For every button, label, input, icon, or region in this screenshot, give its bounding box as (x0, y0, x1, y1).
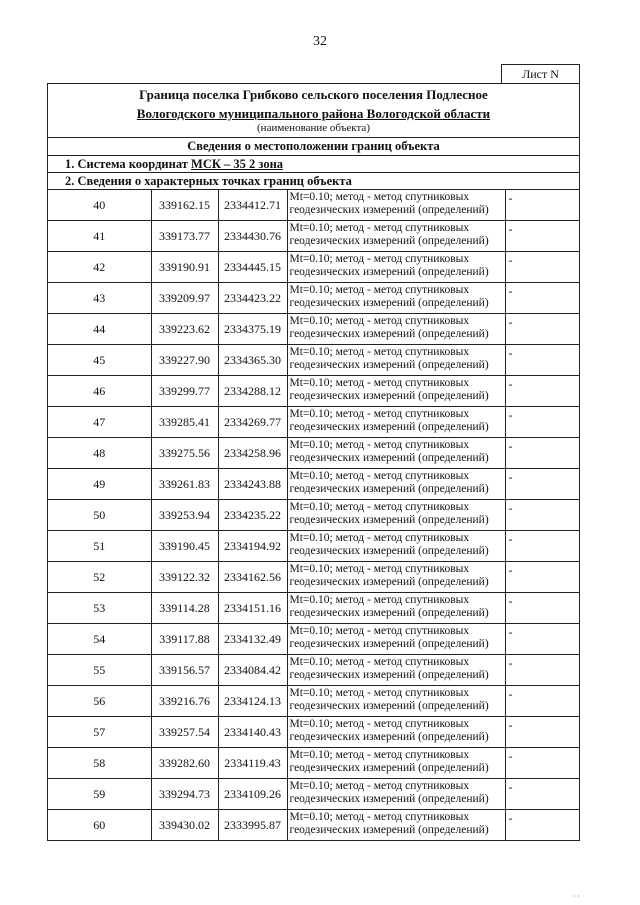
coord-y: 2334151.16 (218, 593, 287, 624)
coord-x: 339299.77 (151, 376, 218, 407)
coord-y: 2334084.42 (218, 655, 287, 686)
object-title-note: (наименование объекта) (257, 122, 370, 134)
coord-y: 2334235.22 (218, 500, 287, 531)
coord-y: 2334288.12 (218, 376, 287, 407)
page-number: 32 (313, 34, 327, 49)
table-row (48, 345, 579, 376)
point-number: 54 (48, 624, 151, 655)
point-number: 47 (48, 407, 151, 438)
point-number: 46 (48, 376, 151, 407)
table-row (48, 500, 579, 531)
object-title-line2: Вологодского муниципального района Вологодской области (136, 106, 491, 121)
table-row (48, 407, 579, 438)
point-number: 57 (48, 717, 151, 748)
point-note: - (505, 221, 579, 252)
coord-x: 339261.83 (151, 469, 218, 500)
accuracy-method: Mt=0.10; метод - метод спутниковых геодезических измерений (определений) (287, 593, 505, 624)
point-number: 53 (48, 593, 151, 624)
point-number: 59 (48, 779, 151, 810)
coord-x: 339275.56 (151, 438, 218, 469)
coord-x: 339209.97 (151, 283, 218, 314)
point-note: - (505, 314, 579, 345)
coord-y: 2334430.76 (218, 221, 287, 252)
accuracy-method: Mt=0.10; метод - метод спутниковых геодезических измерений (определений) (287, 376, 505, 407)
accuracy-method: Mt=0.10; метод - метод спутниковых геодезических измерений (определений) (287, 469, 505, 500)
table-row (48, 376, 579, 407)
accuracy-method: Mt=0.10; метод - метод спутниковых геодезических измерений (определений) (287, 221, 505, 252)
point-number: 49 (48, 469, 151, 500)
coord-y: 2334124.13 (218, 686, 287, 717)
coord-y: 2334423.22 (218, 283, 287, 314)
point-number: 50 (48, 500, 151, 531)
coord-x: 339223.62 (151, 314, 218, 345)
table-row (48, 717, 579, 748)
table-row (48, 779, 579, 810)
accuracy-method: Mt=0.10; метод - метод спутниковых геодезических измерений (определений) (287, 779, 505, 810)
coord-y: 2334140.43 (218, 717, 287, 748)
coord-y: 2334269.77 (218, 407, 287, 438)
point-note: - (505, 376, 579, 407)
point-number: 58 (48, 748, 151, 779)
coord-y: 2334243.88 (218, 469, 287, 500)
coordinate-system-label: 1. Система координат (65, 157, 192, 171)
accuracy-method: Mt=0.10; метод - метод спутниковых геодезических измерений (определений) (287, 407, 505, 438)
accuracy-method: Mt=0.10; метод - метод спутниковых геодезических измерений (определений) (287, 748, 505, 779)
table-row (48, 531, 579, 562)
accuracy-method: Mt=0.10; метод - метод спутниковых геодезических измерений (определений) (287, 438, 505, 469)
table-row (48, 593, 579, 624)
coord-x: 339257.54 (151, 717, 218, 748)
table-row (48, 190, 579, 221)
table-row (48, 810, 579, 841)
point-note: - (505, 779, 579, 810)
table-row (48, 748, 579, 779)
point-note: - (505, 345, 579, 376)
coord-x: 339156.57 (151, 655, 218, 686)
accuracy-method: Mt=0.10; метод - метод спутниковых геодезических измерений (определений) (287, 562, 505, 593)
point-number: 42 (48, 252, 151, 283)
point-number: 52 (48, 562, 151, 593)
coord-x: 339430.02 (151, 810, 218, 841)
coord-y: 2334445.15 (218, 252, 287, 283)
table-row (48, 283, 579, 314)
point-note: - (505, 593, 579, 624)
coord-y: 2334119.43 (218, 748, 287, 779)
coord-x: 339285.41 (151, 407, 218, 438)
coord-x: 339173.77 (151, 221, 218, 252)
point-number: 48 (48, 438, 151, 469)
corner-mark: · · (572, 892, 580, 901)
coord-y: 2333995.87 (218, 810, 287, 841)
point-number: 45 (48, 345, 151, 376)
coord-x: 339227.90 (151, 345, 218, 376)
object-title-line1: Граница поселка Грибково сельского поселения Подлесное (139, 87, 488, 102)
coord-y: 2334258.96 (218, 438, 287, 469)
table-row (48, 438, 579, 469)
accuracy-method: Mt=0.10; метод - метод спутниковых геодезических измерений (определений) (287, 190, 505, 221)
coord-y: 2334375.19 (218, 314, 287, 345)
point-number: 44 (48, 314, 151, 345)
point-note: - (505, 624, 579, 655)
point-note: - (505, 531, 579, 562)
coord-x: 339282.60 (151, 748, 218, 779)
accuracy-method: Mt=0.10; метод - метод спутниковых геодезических измерений (определений) (287, 314, 505, 345)
point-note: - (505, 252, 579, 283)
point-number: 40 (48, 190, 151, 221)
coord-x: 339294.73 (151, 779, 218, 810)
point-number: 55 (48, 655, 151, 686)
accuracy-method: Mt=0.10; метод - метод спутниковых геодезических измерений (определений) (287, 810, 505, 841)
coordinate-system-row (48, 156, 579, 173)
accuracy-method: Mt=0.10; метод - метод спутниковых геодезических измерений (определений) (287, 345, 505, 376)
point-note: - (505, 190, 579, 221)
accuracy-method: Mt=0.10; метод - метод спутниковых геодезических измерений (определений) (287, 252, 505, 283)
coord-y: 2334162.56 (218, 562, 287, 593)
point-note: - (505, 500, 579, 531)
table-row (48, 221, 579, 252)
sheet-label: Лист N (501, 64, 580, 84)
coord-y: 2334132.49 (218, 624, 287, 655)
coord-x: 339122.32 (151, 562, 218, 593)
coord-y: 2334412.71 (218, 190, 287, 221)
point-note: - (505, 469, 579, 500)
accuracy-method: Mt=0.10; метод - метод спутниковых геодезических измерений (определений) (287, 531, 505, 562)
point-note: - (505, 717, 579, 748)
boundary-table (47, 83, 580, 841)
table-row (48, 469, 579, 500)
table-row (48, 562, 579, 593)
point-number: 41 (48, 221, 151, 252)
accuracy-method: Mt=0.10; метод - метод спутниковых геодезических измерений (определений) (287, 624, 505, 655)
point-note: - (505, 283, 579, 314)
point-number: 43 (48, 283, 151, 314)
point-number: 51 (48, 531, 151, 562)
accuracy-method: Mt=0.10; метод - метод спутниковых геодезических измерений (определений) (287, 655, 505, 686)
table-row (48, 686, 579, 717)
accuracy-method: Mt=0.10; метод - метод спутниковых геодезических измерений (определений) (287, 500, 505, 531)
coord-y: 2334194.92 (218, 531, 287, 562)
coord-x: 339190.45 (151, 531, 218, 562)
point-note: - (505, 655, 579, 686)
table-row (48, 624, 579, 655)
accuracy-method: Mt=0.10; метод - метод спутниковых геодезических измерений (определений) (287, 686, 505, 717)
coord-x: 339114.28 (151, 593, 218, 624)
coord-y: 2334365.30 (218, 345, 287, 376)
table-row (48, 252, 579, 283)
accuracy-method: Mt=0.10; метод - метод спутниковых геодезических измерений (определений) (287, 717, 505, 748)
object-title-block (48, 84, 579, 138)
points-title: 2. Сведения о характерных точках границ объекта (48, 173, 579, 190)
coord-x: 339117.88 (151, 624, 218, 655)
coord-y: 2334109.26 (218, 779, 287, 810)
coord-x: 339162.15 (151, 190, 218, 221)
point-note: - (505, 407, 579, 438)
coordinate-system-value: МСК – 35 2 зона (191, 157, 284, 171)
point-number: 60 (48, 810, 151, 841)
point-note: - (505, 686, 579, 717)
section-title: Сведения о местоположении границ объекта (48, 138, 579, 156)
points-table (48, 190, 579, 841)
point-number: 56 (48, 686, 151, 717)
table-row (48, 314, 579, 345)
coord-x: 339190.91 (151, 252, 218, 283)
point-note: - (505, 748, 579, 779)
table-row (48, 655, 579, 686)
accuracy-method: Mt=0.10; метод - метод спутниковых геодезических измерений (определений) (287, 283, 505, 314)
coord-x: 339216.76 (151, 686, 218, 717)
point-note: - (505, 438, 579, 469)
point-note: - (505, 810, 579, 841)
point-note: - (505, 562, 579, 593)
coord-x: 339253.94 (151, 500, 218, 531)
